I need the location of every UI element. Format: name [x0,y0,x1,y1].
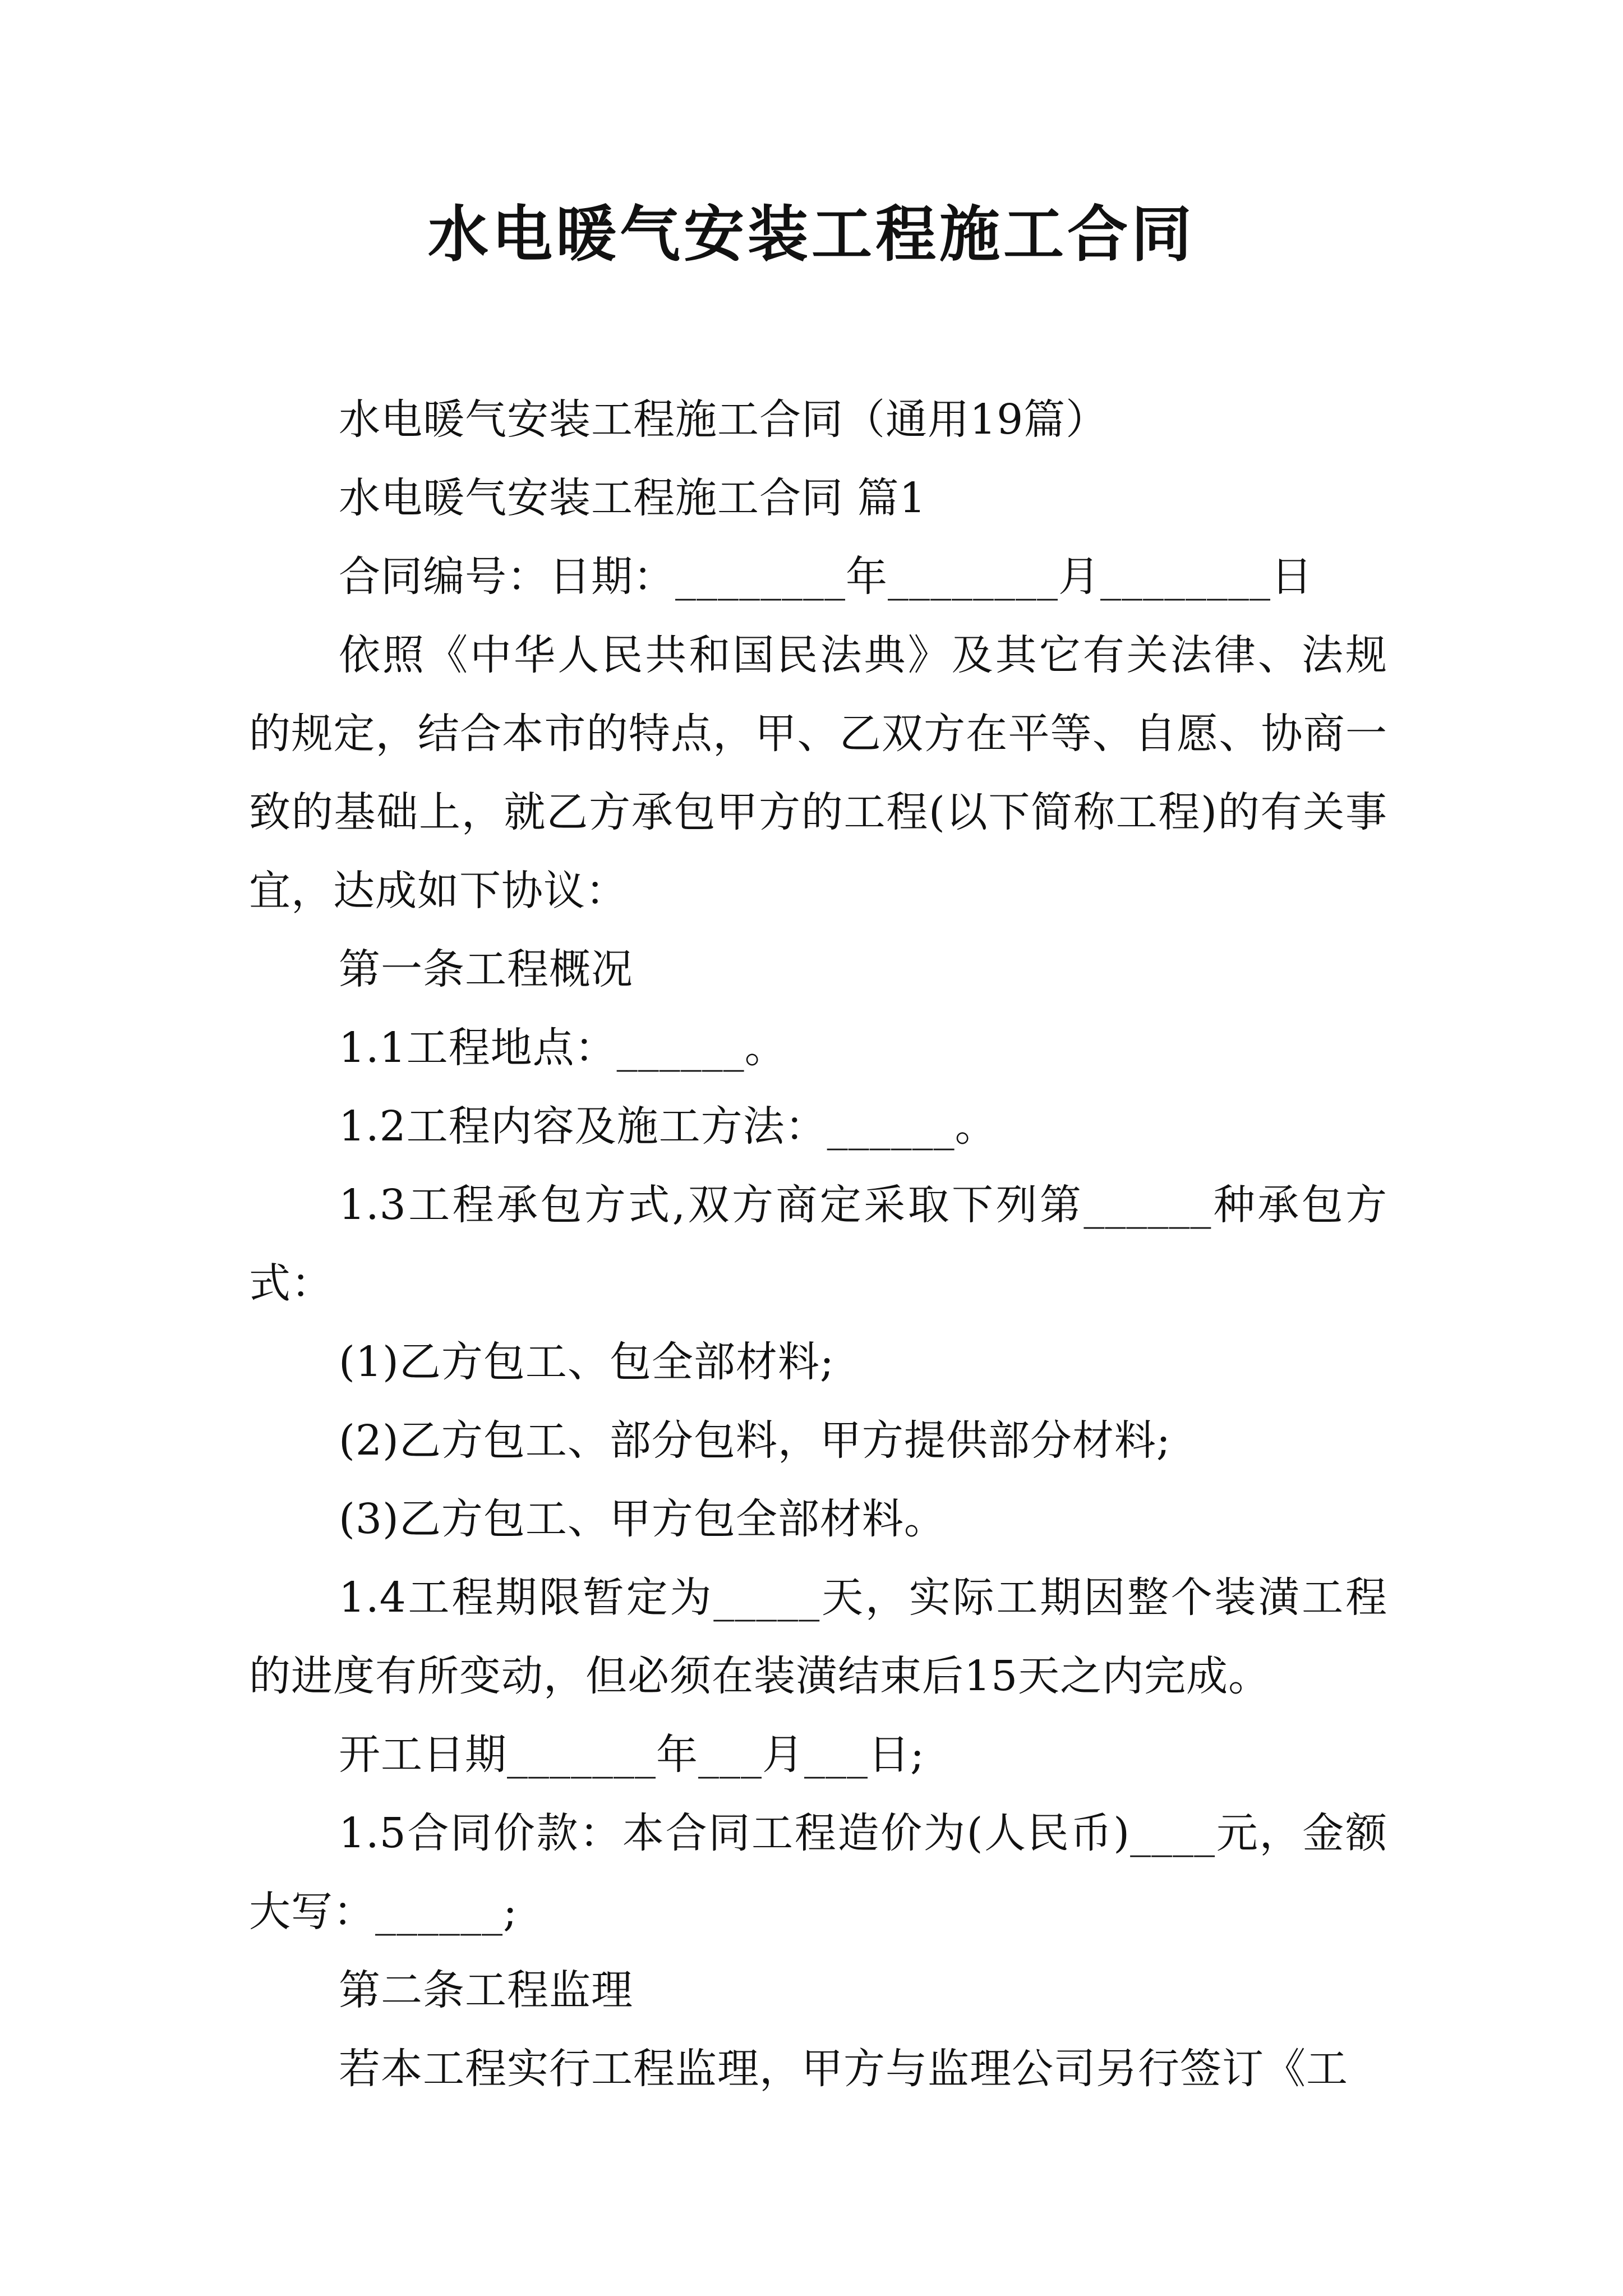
paragraph-article-1-heading: 第一条工程概况 [339,945,633,993]
paragraph-start-date: 开工日期_______年___月___日; [339,1731,925,1779]
paragraph-article-2-heading: 第二条工程监理 [339,1966,633,2014]
paragraph-contract-number-date: 合同编号：日期：________年________月________日 [339,553,1313,601]
paragraph-option-3: (3)乙方包工、甲方包全部材料。 [339,1495,946,1543]
paragraph-option-2: (2)乙方包工、部分包料，甲方提供部分材料; [339,1416,1171,1465]
paragraph-clause-1-2: 1.2工程内容及施工方法：______。 [339,1102,997,1151]
document-title: 水电暖气安装工程施工合同 [427,199,1195,270]
paragraph-clause-1-3: 1.3工程承包方式,双方商定采取下列第______种承包方式： [249,1181,1387,1308]
paragraph-section-heading: 水电暖气安装工程施工合同 篇1 [339,474,926,522]
paragraph-clause-1-1: 1.1工程地点：______。 [339,1024,787,1072]
paragraph-supervision: 若本工程实行工程监理，甲方与监理公司另行签订《工 [339,2045,1348,2093]
paragraph-subtitle: 水电暖气安装工程施工合同（通用19篇） [339,395,1108,444]
paragraph-preamble: 依照《中华人民共和国民法典》及其它有关法律、法规的规定，结合本市的特点，甲、乙双方在平等、自愿、协商一致的基础上，就乙方承包甲方的工程(以下简称工程)的有关事宜，达成如下协议： [249,631,1387,915]
document-body [249,380,1387,2108]
paragraph-option-1: (1)乙方包工、包全部材料; [339,1338,834,1386]
paragraph-clause-1-5: 1.5合同价款：本合同工程造价为(人民币)____元，金额大写：______; [249,1809,1387,1936]
paragraph-clause-1-4: 1.4工程期限暂定为_____天，实际工期因整个装潢工程的进度有所变动，但必须在装潢结束后15天之内完成。 [249,1573,1387,1700]
